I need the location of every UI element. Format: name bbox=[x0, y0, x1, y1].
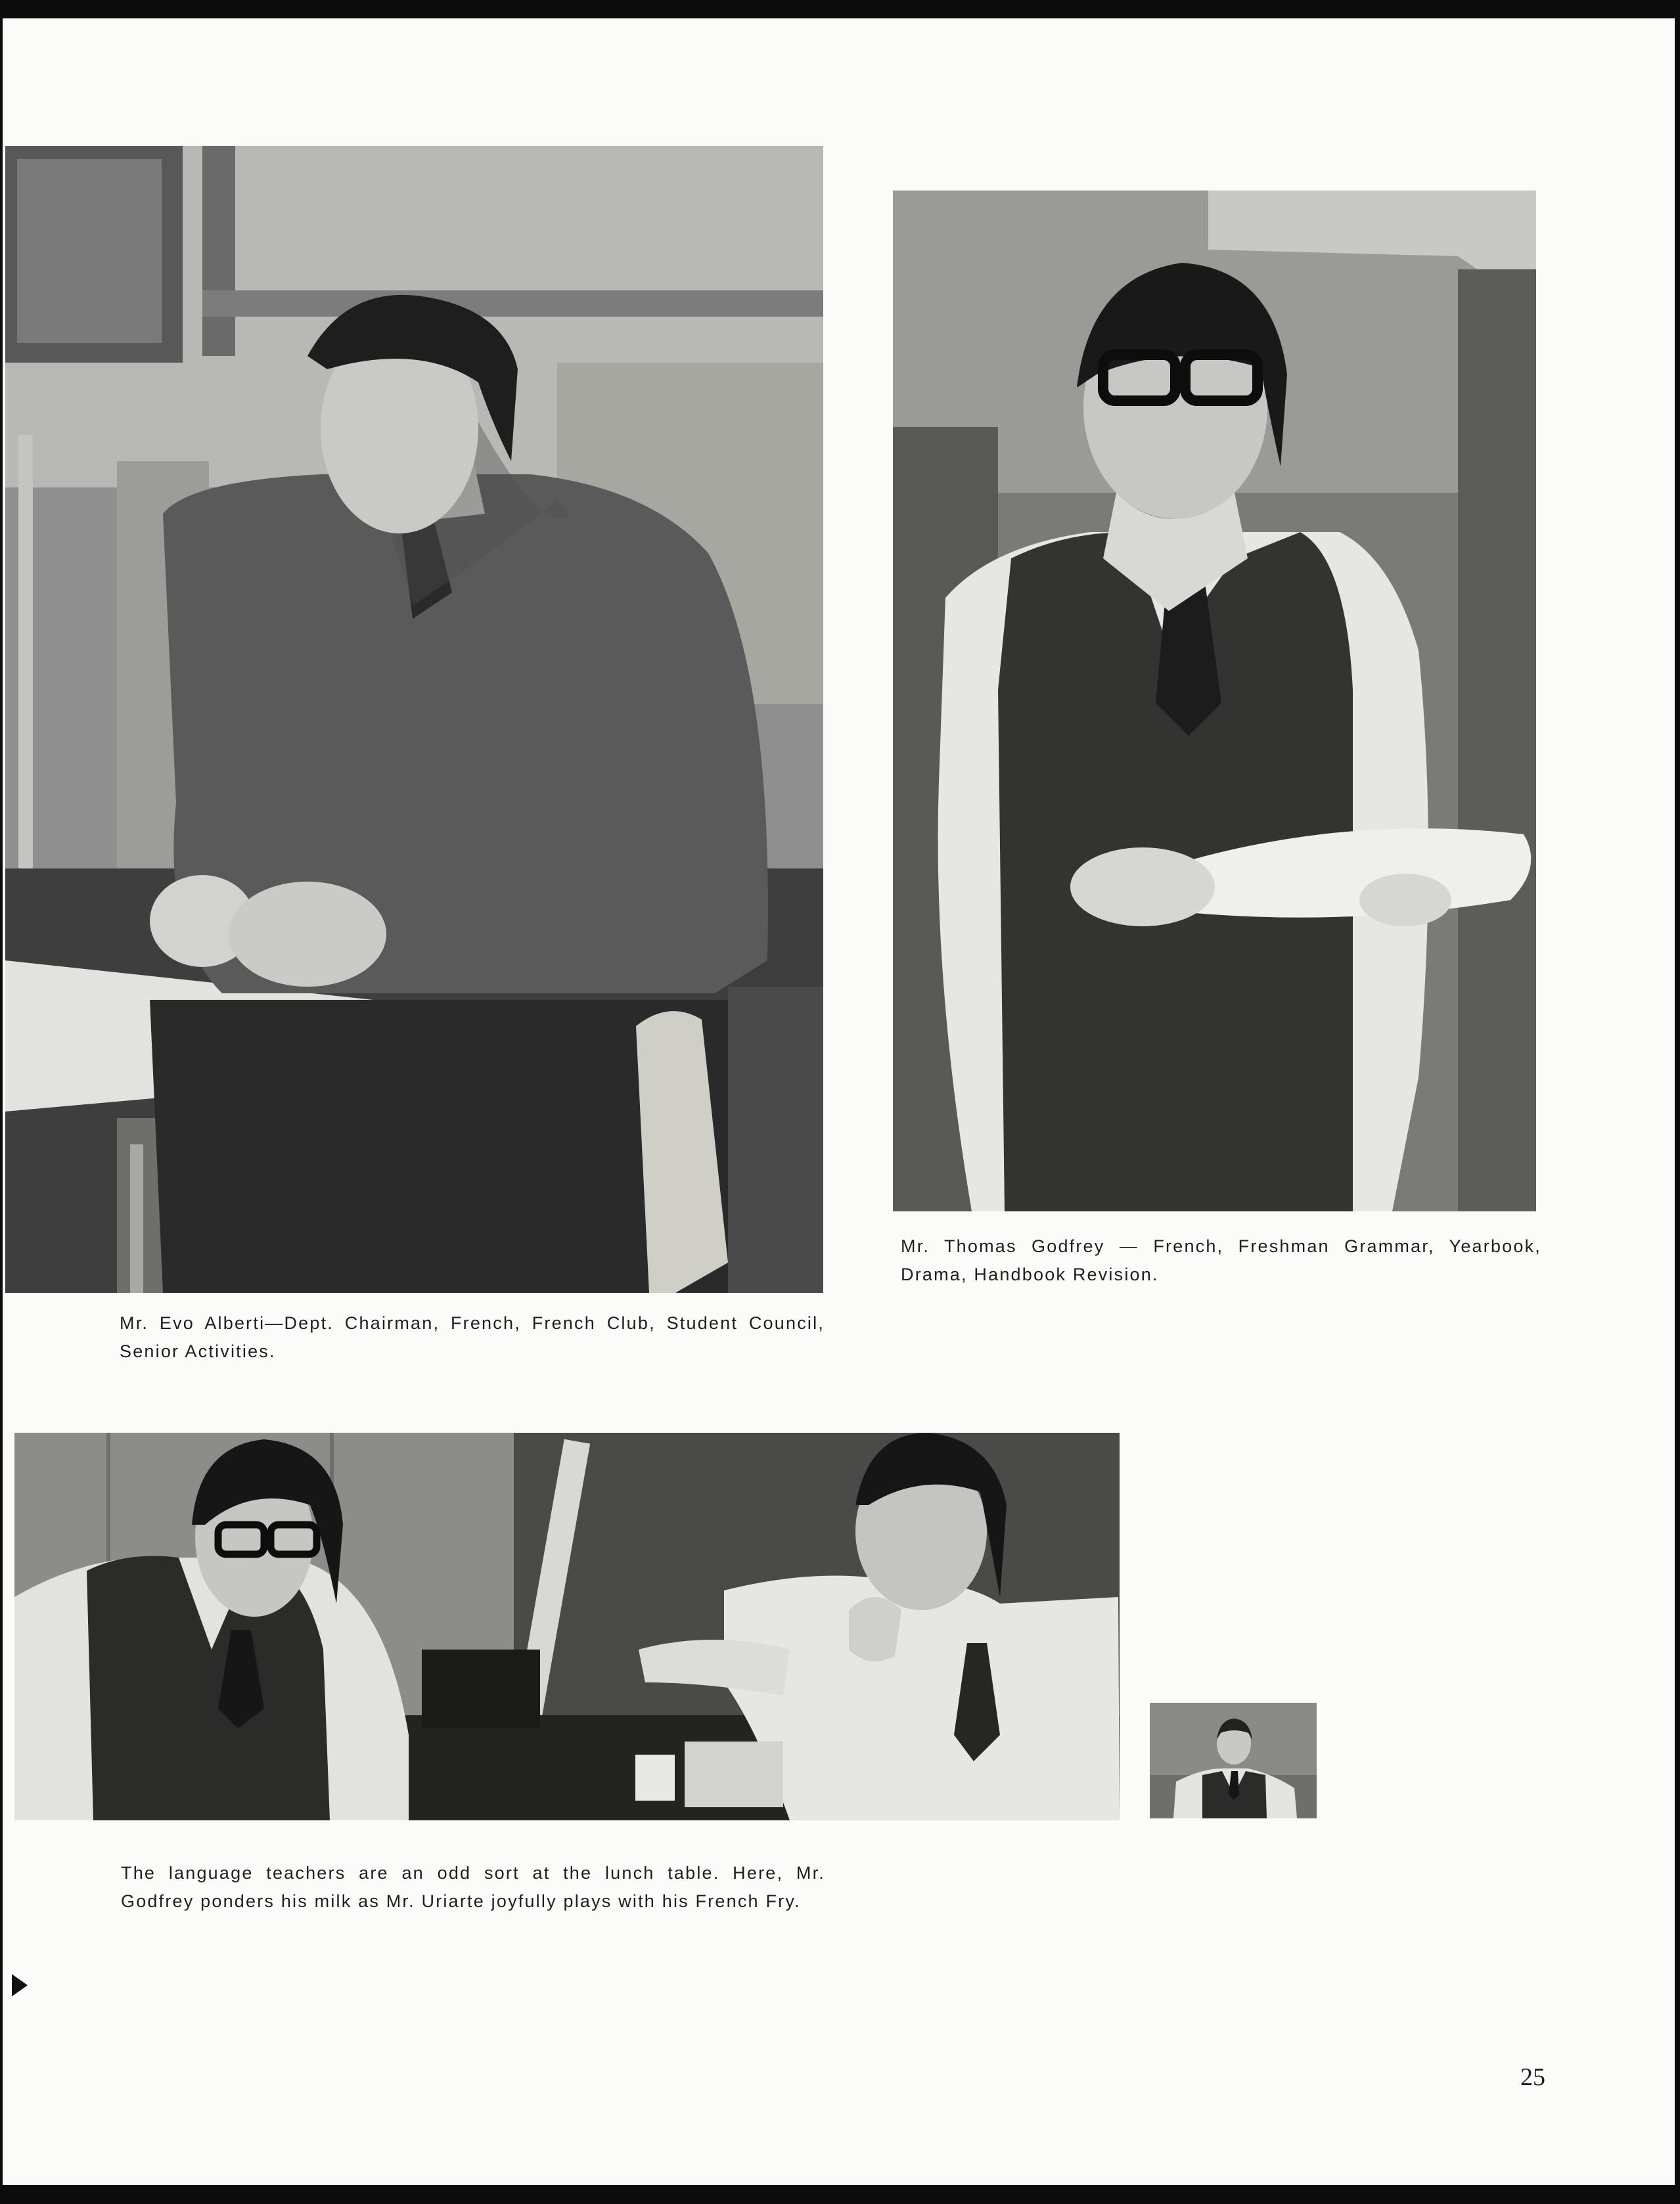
alberti-photo bbox=[5, 146, 823, 1293]
godfrey-caption: Mr. Thomas Godfrey — French, Freshman Grammar, Yearbook, Drama, Handbook Revision. bbox=[901, 1236, 1541, 1284]
alberti-photo-art bbox=[5, 146, 823, 1293]
lunch-table-photo bbox=[14, 1433, 1120, 1820]
small-portrait-photo bbox=[1150, 1703, 1317, 1818]
godfrey-photo bbox=[893, 191, 1536, 1211]
yearbook-page bbox=[3, 18, 1675, 2185]
lunch-caption: The language teachers are an odd sort at the lunch table. Here, Mr. Godfrey ponders his milk as Mr. Uriarte joyfully plays with his French Fry. bbox=[121, 1863, 825, 1911]
small-portrait-photo-art bbox=[1150, 1703, 1317, 1818]
godfrey-photo-art bbox=[893, 191, 1536, 1211]
binding-mark bbox=[12, 1974, 28, 1996]
page-number: 25 bbox=[1520, 2063, 1545, 2091]
alberti-caption: Mr. Evo Alberti—Dept. Chairman, French, French Club, Student Council, Senior Activities. bbox=[120, 1313, 825, 1361]
lunch-table-photo-art bbox=[14, 1433, 1120, 1820]
